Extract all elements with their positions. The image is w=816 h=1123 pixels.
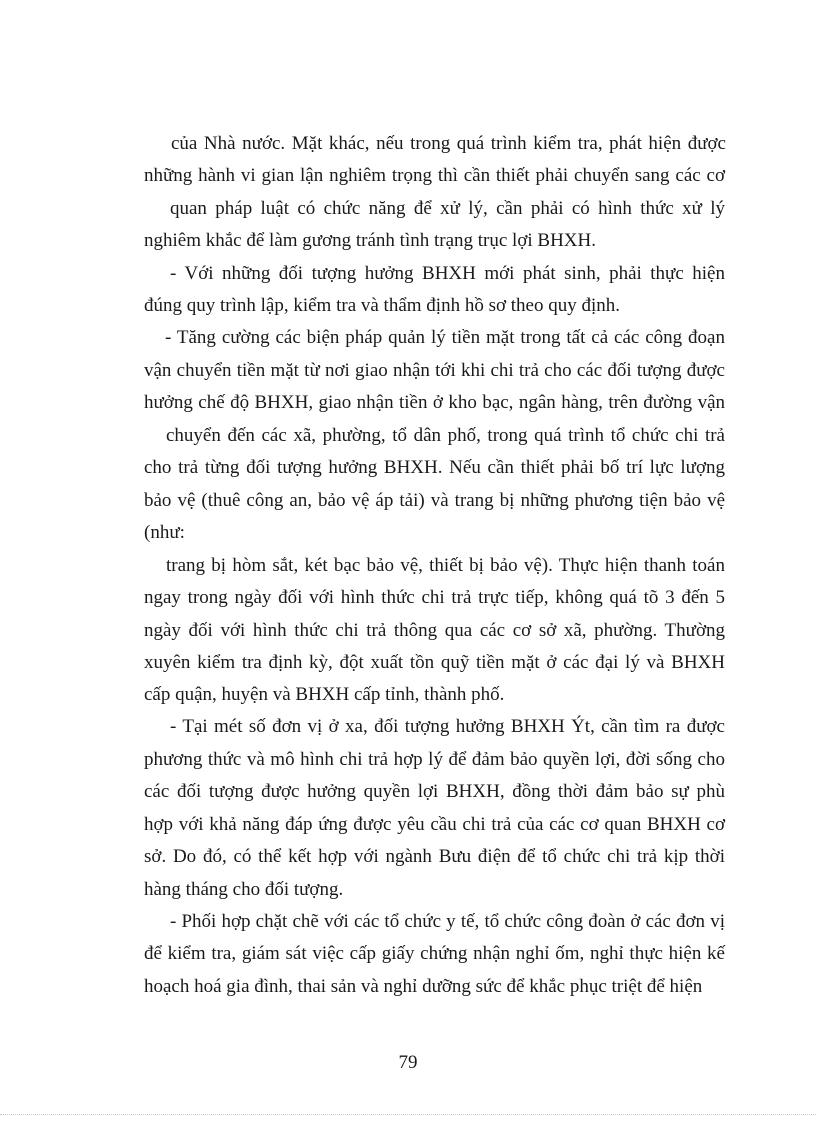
text-line: những hành vi gian lận nghiêm trọng thì cần thiết phải chuyển sang các cơ [144, 165, 725, 186]
text-line: đúng quy trình lập, kiểm tra và thẩm định hồ sơ theo quy định. [144, 295, 621, 316]
text-line: - Với những đối tượng hưởng BHXH mới phát sinh, phải thực hiện [170, 263, 725, 284]
text-line: phương thức và mô hình chi trả hợp lý để đảm bảo quyền lợi, đời sống cho [144, 749, 725, 770]
text-line: trang bị hòm sắt, két bạc bảo vệ, thiết bị bảo vệ). Thực hiện thanh toán [166, 555, 725, 576]
text-line: hoạch hoá gia đình, thai sản và nghỉ dưỡng sức để khắc phục triệt để hiện [144, 976, 703, 997]
text-line: ngay trong ngày đối với hình thức chi trả trực tiếp, không quá tõ 3 đến 5 [144, 587, 725, 608]
text-line: vận chuyển tiền mặt từ nơi giao nhận tới khi chi trả cho các đối tượng được [144, 360, 725, 381]
text-line: chuyển đến các xã, phường, tổ dân phố, trong quá trình tổ chức chi trả [166, 425, 725, 446]
text-line: hàng tháng cho đối tượng. [144, 879, 344, 900]
text-line: quan pháp luật có chức năng để xử lý, cần phải có hình thức xử lý [170, 198, 725, 219]
text-line: hưởng chế độ BHXH, giao nhận tiền ở kho bạc, ngân hàng, trên đường vận [144, 392, 725, 413]
text-line: ngày đối với hình thức chi trả thông qua các cơ sở xã, phường. Thường [144, 620, 725, 641]
text-line: - Tăng cường các biện pháp quản lý tiền mặt trong tất cả các công đoạn [165, 327, 725, 348]
text-line: - Phối hợp chặt chẽ với các tổ chức y tế, tổ chức công đoàn ở các đơn vị [170, 911, 725, 932]
text-line: cấp quận, huyện và BHXH cấp tỉnh, thành phố. [144, 684, 505, 705]
text-line: bảo vệ (thuê công an, bảo vệ áp tải) và trang bị những phương tiện bảo vệ [144, 490, 725, 511]
text-line: nghiêm khắc để làm gương tránh tình trạng trục lợi BHXH. [144, 230, 596, 251]
text-line: cho trả từng đối tượng hưởng BHXH. Nếu cần thiết phải bố trí lực lượng [144, 457, 725, 478]
page-number: 79 [398, 1052, 418, 1073]
text-line: các đối tượng được hưởng quyền lợi BHXH, đồng thời đảm bảo sự phù [144, 781, 725, 802]
footer-divider [0, 1114, 816, 1115]
text-line: (như: [144, 522, 185, 543]
text-line: xuyên kiểm tra định kỳ, đột xuất tồn quỹ tiền mặt ở các đại lý và BHXH [144, 652, 725, 673]
text-line: hợp với khả năng đáp ứng được yêu cầu chi trả của các cơ quan BHXH cơ [144, 814, 725, 835]
text-line: để kiểm tra, giám sát việc cấp giấy chứng nhận nghỉ ốm, nghỉ thực hiện kế [144, 943, 725, 964]
text-line: của Nhà nước. Mặt khác, nếu trong quá trình kiểm tra, phát hiện được [171, 133, 726, 154]
text-line: - Tại mét số đơn vị ở xa, đối tượng hưởng BHXH Ýt, cần tìm ra được [170, 716, 725, 737]
text-line: sở. Do đó, có thể kết hợp với ngành Bưu điện để tổ chức chi trả kịp thời [144, 846, 725, 867]
